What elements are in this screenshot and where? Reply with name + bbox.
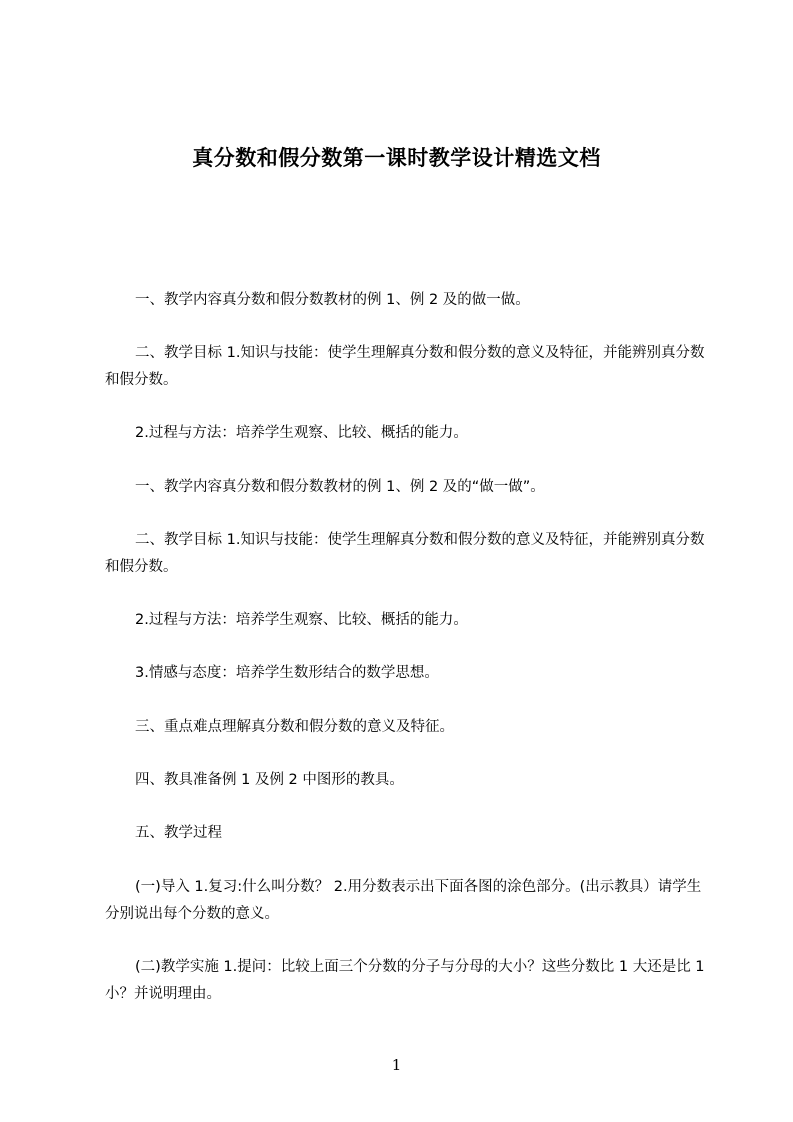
paragraph-12: (二)教学实施 1.提问：比较上面三个分数的分子与分母的大小？这些分数比 1 大还是比 1 小？并说明理由。 (105, 959, 705, 1002)
paragraph-8: 三、重点难点理解真分数和假分数的意义及特征。 (135, 719, 454, 735)
paragraph-2: 二、教学目标 1.知识与技能：使学生理解真分数和假分数的意义及特征，并能辨别真分数和假分数。 (105, 345, 705, 388)
paragraph-10: 五、教学过程 (135, 825, 222, 841)
page-number: 1 (391, 1056, 402, 1074)
paragraph-11: (一)导入 1.复习:什么叫分数？ 2.用分数表示出下面各图的涂色部分。(出示教具）请学生分别说出每个分数的意义。 (105, 879, 702, 922)
paragraph-5: 二、教学目标 1.知识与技能：使学生理解真分数和假分数的意义及特征，并能辨别真分数和假分数。 (105, 532, 705, 575)
paragraph-4: 一、教学内容真分数和假分数教材的例 1、例 2 及的“做一做”。 (135, 479, 545, 495)
paragraph-6: 2.过程与方法：培养学生观察、比较、概括的能力。 (135, 612, 468, 628)
paragraph-1: 一、教学内容真分数和假分数教材的例 1、例 2 及的做一做。 (135, 292, 530, 308)
document-title: 真分数和假分数第一课时教学设计精选文档 (192, 146, 601, 170)
paragraph-7: 3.情感与态度：培养学生数形结合的数学思想。 (135, 665, 439, 681)
paragraph-3: 2.过程与方法：培养学生观察、比较、概括的能力。 (135, 425, 468, 441)
paragraph-9: 四、教具准备例 1 及例 2 中图形的教具。 (135, 772, 404, 788)
